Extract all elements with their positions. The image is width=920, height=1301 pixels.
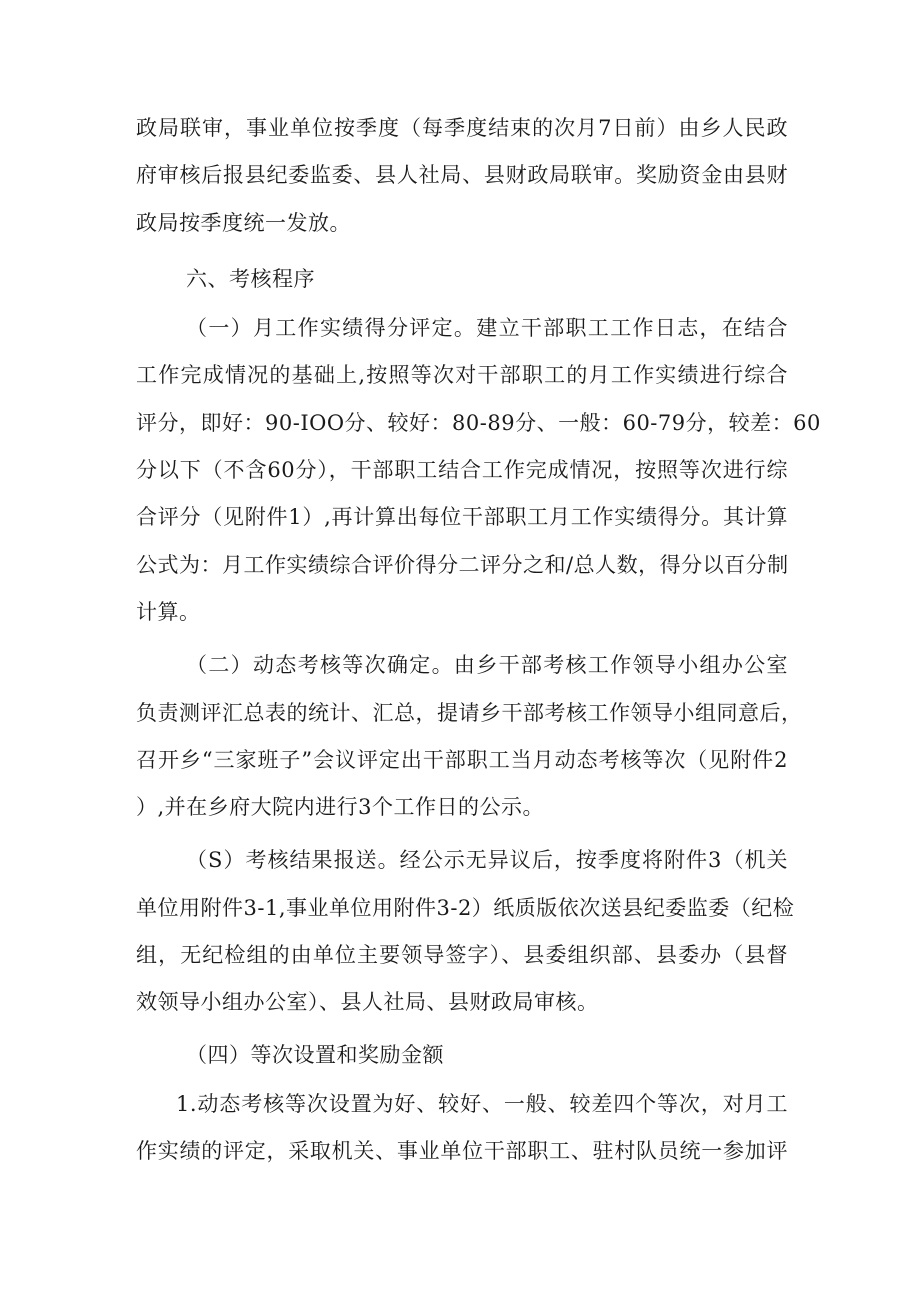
text-line: 计算。 [136, 600, 201, 624]
text-line: 1.动态考核等次设置为好、较好、一般、较差四个等次，对月工 [176, 1092, 788, 1116]
section-heading: （四）等次设置和奖励金额 [186, 1043, 444, 1067]
text-line: （二）动态考核等次确定。由乡干部考核工作领导小组办公室 [186, 653, 788, 677]
text-line: 分以下（不含60分），干部职工结合工作完成情况，按照等次进行综 [136, 458, 788, 482]
text-line: 作实绩的评定，采取机关、事业单位干部职工、驻村队员统一参加评 [136, 1139, 788, 1163]
text-line: 合评分（见附件1）,再计算出每位干部职工月工作实绩得分。其计算 [136, 505, 788, 529]
section-heading: 六、考核程序 [186, 267, 315, 291]
text-line: 负责测评汇总表的统计、汇总，提请乡干部考核工作领导小组同意后， [136, 701, 803, 725]
text-line: 单位用附件3-1,事业单位用附件3-2）纸质版依次送县纪委监委（纪检 [136, 896, 795, 920]
text-line: 府审核后报县纪委监委、县人社局、县财政局联审。奖励资金由县财 [136, 163, 788, 187]
text-line: 组，无纪检组的由单位主要领导签字）、县委组织部、县委办（县督 [136, 943, 788, 967]
text-line: 政局按季度统一发放。 [136, 211, 351, 235]
text-line: 召开乡“三家班子”会议评定出干部职工当月动态考核等次（见附件2 [136, 748, 788, 772]
text-line: 工作完成情况的基础上,按照等次对干部职工的月工作实绩进行综合 [136, 363, 788, 387]
text-line: 效领导小组办公室）、县人社局、县财政局审核。 [136, 990, 599, 1014]
text-line: （S）考核结果报送。经公示无异议后，按季度将附件3（机关 [186, 848, 788, 872]
text-line: （一）月工作实绩得分评定。建立干部职工工作日志，在结合 [186, 316, 788, 340]
text-line: 评分，即好：90-IOO分、较好：80-89分、一般：60-79分，较差：60 [136, 411, 821, 435]
text-line: 公式为：月工作实绩综合评价得分二评分之和/总人数，得分以百分制 [136, 553, 789, 577]
text-line: 政局联审，事业单位按季度（每季度结束的次月7日前）由乡人民政 [136, 116, 788, 140]
text-line: ）,并在乡府大院内进行3个工作日的公示。 [136, 795, 545, 819]
